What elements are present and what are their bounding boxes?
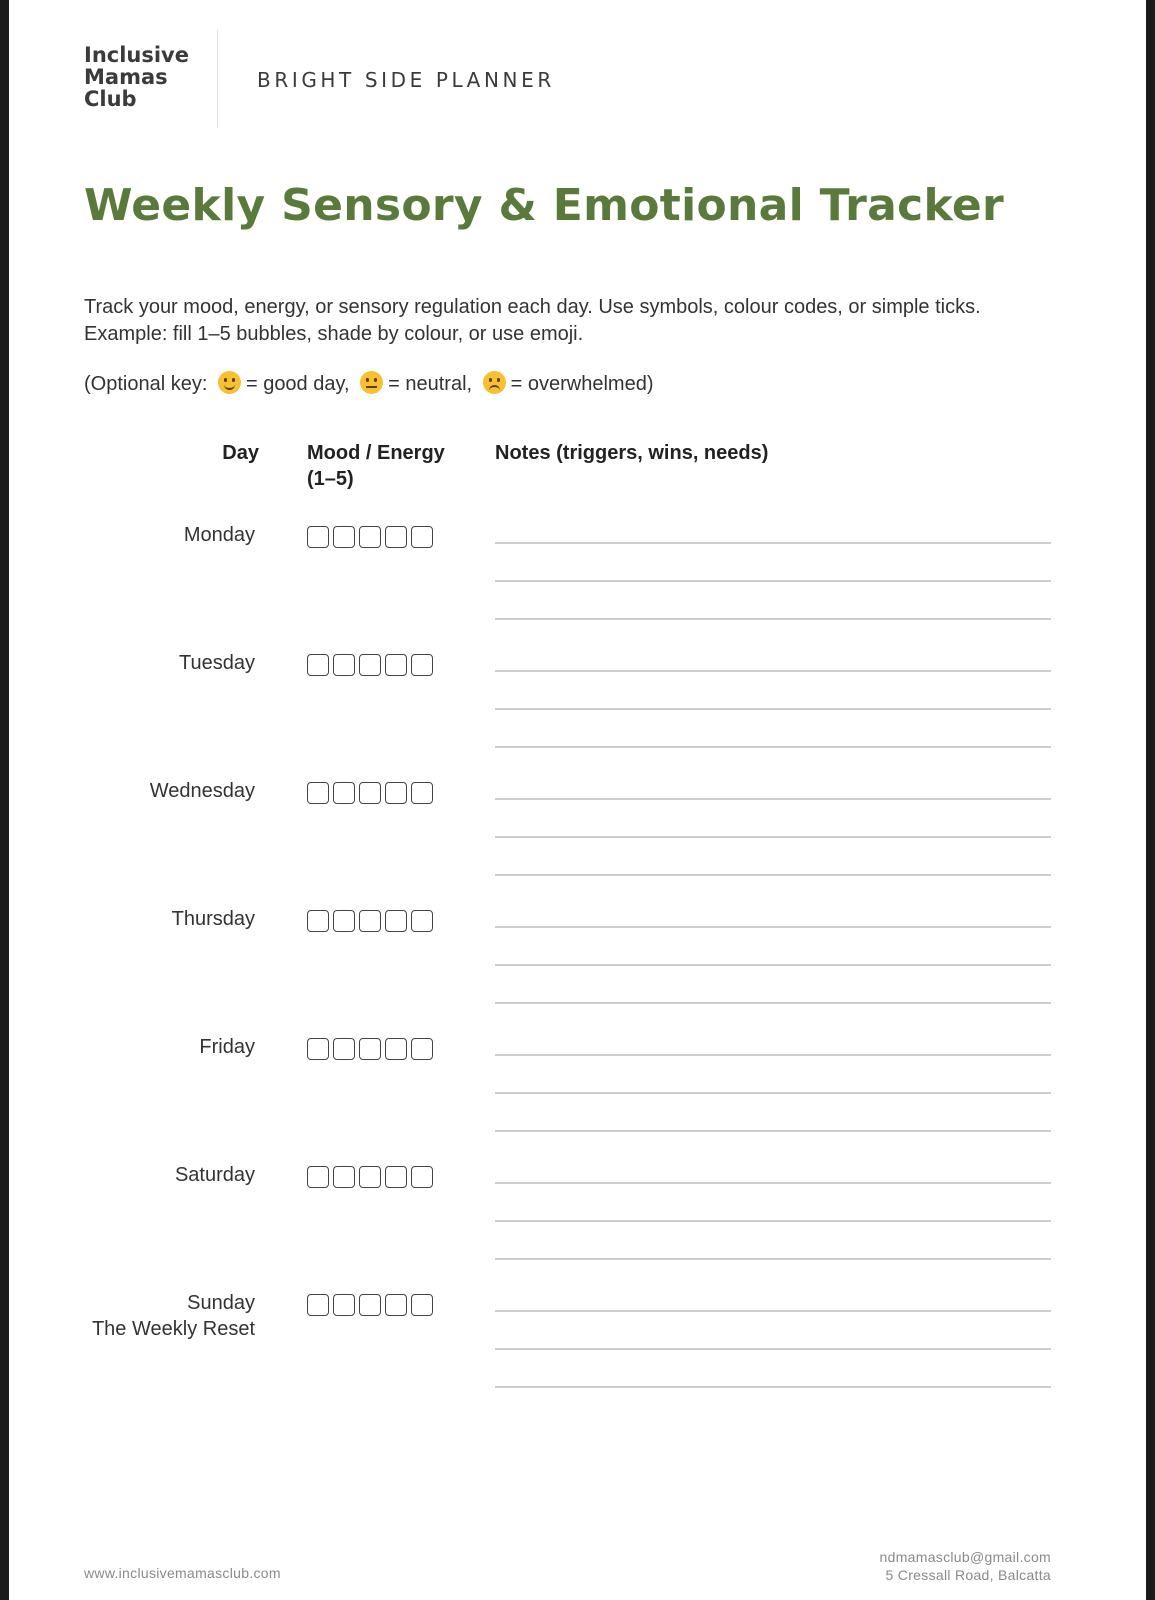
day-name: Friday xyxy=(199,1036,255,1058)
column-header-mood xyxy=(307,440,477,492)
day-label xyxy=(92,1290,255,1342)
rating-checkbox[interactable] xyxy=(411,1166,433,1188)
day-name: Sunday xyxy=(187,1292,255,1314)
table-row xyxy=(9,1290,1146,1418)
day-name: Monday xyxy=(183,524,255,546)
rating-checkbox[interactable] xyxy=(411,1038,433,1060)
notes-line[interactable] xyxy=(495,1386,1051,1388)
rating-checkbox[interactable] xyxy=(307,526,329,548)
notes-line[interactable] xyxy=(495,618,1051,620)
notes-line[interactable] xyxy=(495,542,1051,544)
rating-checkbox[interactable] xyxy=(307,1166,329,1188)
brand-line-2: Mamas xyxy=(84,65,168,89)
rating-checkbox[interactable] xyxy=(385,654,407,676)
column-header-day: Day xyxy=(222,442,259,464)
table-row xyxy=(9,650,1146,778)
day-label xyxy=(199,1034,255,1060)
day-name: Thursday xyxy=(171,908,255,930)
notes-line[interactable] xyxy=(495,1348,1051,1350)
rating-checkbox[interactable] xyxy=(411,782,433,804)
rating-checkbox[interactable] xyxy=(359,782,381,804)
notes-line[interactable] xyxy=(495,1182,1051,1184)
notes-line[interactable] xyxy=(495,746,1051,748)
mood-rating-boxes xyxy=(307,526,437,550)
notes-line[interactable] xyxy=(495,1310,1051,1312)
rating-checkbox[interactable] xyxy=(359,1166,381,1188)
notes-line[interactable] xyxy=(495,836,1051,838)
rating-checkbox[interactable] xyxy=(333,910,355,932)
rating-checkbox[interactable] xyxy=(307,910,329,932)
notes-line[interactable] xyxy=(495,1130,1051,1132)
column-header-mood-line1: Mood / Energy xyxy=(307,442,445,464)
rating-checkbox[interactable] xyxy=(411,654,433,676)
day-label xyxy=(175,1162,255,1188)
notes-line[interactable] xyxy=(495,1092,1051,1094)
notes-line[interactable] xyxy=(495,1220,1051,1222)
column-header-notes: Notes (triggers, wins, needs) xyxy=(495,442,769,464)
notes-line[interactable] xyxy=(495,798,1051,800)
optional-key xyxy=(84,370,653,398)
neutral-face-icon xyxy=(360,371,383,394)
rating-checkbox[interactable] xyxy=(411,526,433,548)
rating-checkbox[interactable] xyxy=(359,654,381,676)
day-name: Saturday xyxy=(174,1164,255,1186)
notes-line[interactable] xyxy=(495,964,1051,966)
instructions-text: Track your mood, energy, or sensory regulation each day. Use symbols, colour codes, or simple ticks. Example: fill 1–5 bubbles, shade by colour, or use emoji. xyxy=(84,296,981,345)
rating-checkbox[interactable] xyxy=(385,1038,407,1060)
rating-checkbox[interactable] xyxy=(359,1294,381,1316)
day-name: Wednesday xyxy=(149,780,255,802)
mood-rating-boxes xyxy=(307,1294,437,1318)
notes-line[interactable] xyxy=(495,670,1051,672)
brand-logo xyxy=(84,44,189,110)
rating-checkbox[interactable] xyxy=(411,910,433,932)
rating-checkbox[interactable] xyxy=(385,910,407,932)
notes-line[interactable] xyxy=(495,1054,1051,1056)
mood-rating-boxes xyxy=(307,654,437,678)
smiling-face-icon xyxy=(218,371,241,394)
mood-rating-boxes xyxy=(307,1038,437,1062)
rating-checkbox[interactable] xyxy=(385,1294,407,1316)
day-subtitle: The Weekly Reset xyxy=(91,1318,255,1340)
day-label xyxy=(172,906,255,932)
table-row xyxy=(9,1162,1146,1290)
column-header-mood-line2: (1–5) xyxy=(307,468,354,490)
notes-line[interactable] xyxy=(495,1002,1051,1004)
footer-address: 5 Cressall Road, Balcatta xyxy=(885,1567,1051,1583)
key-prefix: (Optional key: xyxy=(84,373,208,395)
rating-checkbox[interactable] xyxy=(411,1294,433,1316)
rating-checkbox[interactable] xyxy=(307,782,329,804)
page-title: Weekly Sensory & Emotional Tracker xyxy=(84,180,1005,231)
planner-page xyxy=(9,0,1146,1600)
day-label xyxy=(184,522,255,548)
notes-line[interactable] xyxy=(495,708,1051,710)
table-row xyxy=(9,522,1146,650)
mood-rating-boxes xyxy=(307,782,437,806)
rating-checkbox[interactable] xyxy=(333,1038,355,1060)
day-label xyxy=(179,650,255,676)
table-row xyxy=(9,1034,1146,1162)
key-overwhelmed-label: = overwhelmed) xyxy=(510,373,654,395)
key-neutral-label: = neutral, xyxy=(388,373,473,395)
notes-line[interactable] xyxy=(495,580,1051,582)
notes-line[interactable] xyxy=(495,926,1051,928)
rating-checkbox[interactable] xyxy=(333,1294,355,1316)
footer-website: www.inclusivemamasclub.com xyxy=(84,1565,281,1581)
overwhelmed-face-icon xyxy=(483,371,506,394)
mood-rating-boxes xyxy=(307,910,437,934)
table-row xyxy=(9,778,1146,906)
rating-checkbox[interactable] xyxy=(307,654,329,676)
table-row xyxy=(9,906,1146,1034)
footer-contact xyxy=(880,1548,1051,1584)
key-good-label: = good day, xyxy=(245,373,350,395)
rating-checkbox[interactable] xyxy=(333,526,355,548)
day-label xyxy=(150,778,255,804)
rating-checkbox[interactable] xyxy=(333,782,355,804)
rating-checkbox[interactable] xyxy=(307,1038,329,1060)
rating-checkbox[interactable] xyxy=(333,654,355,676)
day-name: Tuesday xyxy=(179,652,255,674)
rating-checkbox[interactable] xyxy=(333,1166,355,1188)
rating-checkbox[interactable] xyxy=(385,1166,407,1188)
rating-checkbox[interactable] xyxy=(359,1038,381,1060)
notes-line[interactable] xyxy=(495,1258,1051,1260)
rating-checkbox[interactable] xyxy=(385,526,407,548)
rating-checkbox[interactable] xyxy=(307,1294,329,1316)
brand-line-3: Club xyxy=(84,87,137,111)
brand-line-1: Inclusive xyxy=(84,43,189,67)
header-divider xyxy=(217,30,218,128)
rating-checkbox[interactable] xyxy=(359,526,381,548)
rating-checkbox[interactable] xyxy=(359,910,381,932)
planner-name: BRIGHT SIDE PLANNER xyxy=(257,68,555,92)
footer-email: ndmamasclub@gmail.com xyxy=(879,1549,1051,1565)
mood-rating-boxes xyxy=(307,1166,437,1190)
notes-line[interactable] xyxy=(495,874,1051,876)
rating-checkbox[interactable] xyxy=(385,782,407,804)
